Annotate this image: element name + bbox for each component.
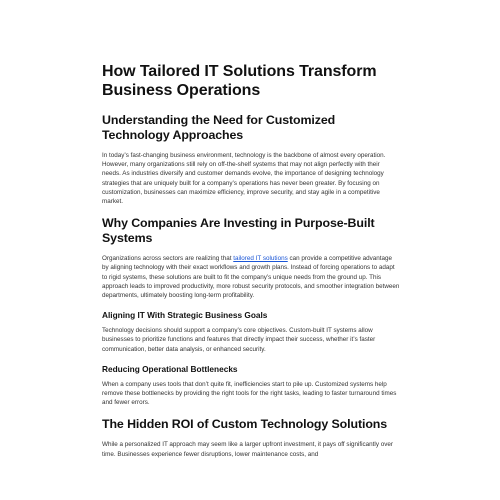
section-paragraph-why-companies-invest [102, 254, 400, 300]
section-heading-why-companies-invest: Why Companies Are Investing in Purpose-Built Systems [102, 216, 375, 246]
paragraph-text-before-link: Organizations across sectors are realizing that [102, 255, 234, 263]
paragraph-aligning-it: Technology decisions should support a company’s core objectives. Custom-built IT systems allow businesses to prioritize functions and features that directly impact their success, whether it’s faster communication, better data analysis, or enhanced security. [102, 327, 376, 353]
tailored-it-solutions-link[interactable]: tailored IT solutions [233, 255, 288, 263]
subheading-reducing-bottlenecks: Reducing Operational Bottlenecks [102, 363, 238, 374]
section-paragraph-hidden-roi: While a personalized IT approach may seem like a larger upfront investment, it pays off significantly over time. Businesses experience fewer disruptions, lower maintenance costs, and [102, 441, 393, 458]
section-paragraph-understanding-need: In today’s fast-changing business environment, technology is the backbone of almost every operation. However, many organizations still rely on off-the-shelf systems that may not align perfectly with their needs. As industries diversify and customer demands evolve, the importance of designing technology strategies that are uniquely built for a company’s operations has never been greater. By focusing on customization, businesses can maximize efficiency, improve security, and stay agile in a competitive market. [102, 152, 386, 206]
page-title: How Tailored IT Solutions Transform Business Operations [102, 63, 377, 99]
paragraph-text-after-link: can provide a competitive advantage by aligning technology with their exact workflows and growth plans. Instead of forcing operations to adapt to rigid systems, these solutions are built to fit the company’s unique needs from the ground up. This approach leads to improved productivity, more robust security protocols, and smoother integration between departments, ultimately boosting long-term profitability. [102, 255, 400, 300]
section-heading-hidden-roi: The Hidden ROI of Custom Technology Solutions [102, 417, 388, 432]
document-page [102, 62, 400, 469]
subheading-aligning-it: Aligning IT With Strategic Business Goals [102, 310, 268, 321]
section-heading-understanding-need: Understanding the Need for Customized Technology Approaches [102, 113, 336, 142]
paragraph-reducing-bottlenecks: When a company uses tools that don’t quite fit, inefficiencies start to pile up. Customized systems help remove these bottlenecks by providing the right tools for the right tasks, leading to faster turnaround times and fewer errors. [102, 380, 397, 407]
